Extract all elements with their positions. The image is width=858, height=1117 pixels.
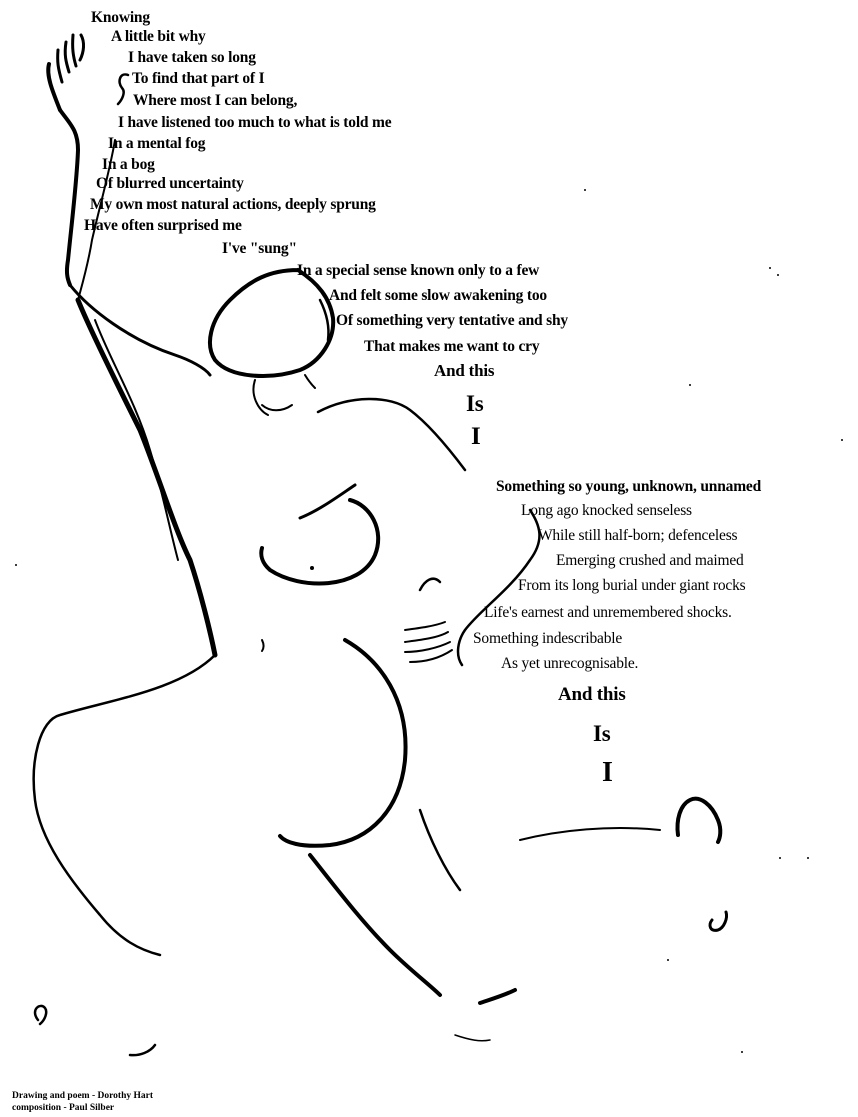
poem-line: As yet unrecognisable. xyxy=(501,655,639,672)
poem-line: Of blurred uncertainty xyxy=(96,175,244,192)
poem-line: To find that part of I xyxy=(132,70,265,87)
poem-line: Emerging crushed and maimed xyxy=(556,552,744,569)
poem-line: In a bog xyxy=(102,156,155,173)
refrain-and-this: And this xyxy=(558,684,626,705)
credit-composition: composition - Paul Silber xyxy=(12,1103,115,1113)
poem-line: Something so young, unknown, unnamed xyxy=(496,478,762,495)
poem-line: Have often surprised me xyxy=(84,217,242,234)
poem-line: That makes me want to cry xyxy=(364,338,540,355)
poem-line: Life's earnest and unremembered shocks. xyxy=(484,604,732,621)
refrain-i: I xyxy=(471,423,481,450)
credit-drawing-and-poem: Drawing and poem - Dorothy Hart xyxy=(12,1091,154,1101)
poem-line: From its long burial under giant rocks xyxy=(518,577,746,594)
poem-line: I have taken so long xyxy=(128,49,256,66)
poem-line: While still half-born; defenceless xyxy=(538,527,738,544)
poem-line: And felt some slow awakening too xyxy=(329,287,547,304)
poem-line: Something indescribable xyxy=(473,630,623,647)
poem-line: Of something very tentative and shy xyxy=(336,312,568,329)
poem-line: In a special sense known only to a few xyxy=(297,262,540,279)
poem-line: I have listened too much to what is told me xyxy=(118,114,392,131)
poem-line: Knowing xyxy=(91,9,150,26)
poem-line: In a mental fog xyxy=(108,135,206,152)
refrain-i: I xyxy=(602,757,613,788)
poem-line: A little bit why xyxy=(111,28,206,45)
poem-line: Where most I can belong, xyxy=(133,92,298,109)
poem-line: I've "sung" xyxy=(222,240,297,257)
refrain-is: Is xyxy=(593,721,611,746)
refrain-is: Is xyxy=(466,391,484,416)
poem-line: My own most natural actions, deeply sprung xyxy=(90,196,376,213)
refrain-and-this: And this xyxy=(434,361,495,380)
poem-line: Long ago knocked senseless xyxy=(521,502,692,519)
